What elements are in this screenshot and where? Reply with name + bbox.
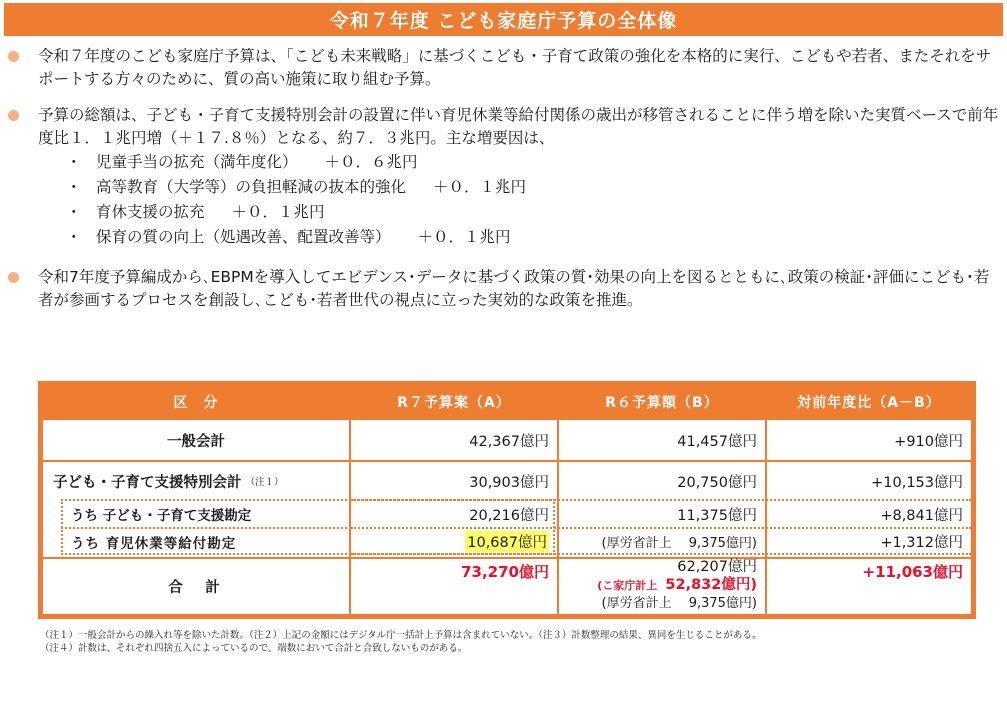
row-label-general: 一般会計 (43, 420, 349, 460)
budget-table-grid (43, 386, 971, 614)
bullet-text: 予算の総額は、子ども・子育て支援特別会計の設置に伴い育児休業等給付関係の歳出が移管されることに伴う増を除いた実質ベースで前年度比１．１兆円増（＋１７.８％）となる、約７．３兆円。主な増要因は、 (38, 106, 999, 147)
page-title: 令和７年度 こども家庭庁予算の全体像 (4, 3, 1003, 36)
factor-label: 保育の質の向上（処遇改善、配置改善等） (96, 228, 391, 246)
cell-sub1-r6: 11,375億円 (677, 507, 757, 524)
row-label-total: 合 計 (43, 559, 349, 614)
cell-general-r7: 42,367億円 (351, 420, 557, 460)
footnotes (40, 629, 761, 655)
total-r7-value: 73,270億円 (461, 563, 549, 581)
special-account-name: 子ども・子育て支援特別会計 (53, 474, 242, 491)
special-account-note: （注１） (245, 477, 284, 488)
cell-special-diff: +10,153億円 (871, 474, 963, 491)
bullet-text: 令和7年度予算編成から､EBPMを導入してエビデンス･データに基づく政策の質･効果の向上を図るとともに､政策の検証･評価にこども･若者が参画するプロセスを創設し､こども･若者世代の視点に立った実効的な政策を推進｡ (38, 268, 990, 309)
cell-sub1-r7: 20,216億円 (469, 507, 549, 524)
factor-value: ＋０．６兆円 (324, 153, 418, 171)
row-label-special (53, 468, 284, 494)
list-item (38, 175, 1003, 200)
total-r6-cfa-value: 52,832億円) (665, 577, 757, 593)
cell-sub1-diff: +8,841億円 (880, 507, 963, 524)
list-marker: ・ (66, 228, 82, 246)
total-r6-cfa-label: (こ家庁計上 (597, 579, 658, 592)
cell-special-r6: 20,750億円 (677, 474, 757, 491)
cell-sub2-r6: (厚労省計上 9,375億円) (601, 536, 757, 551)
bullet-text-wrapper (38, 104, 1003, 250)
bullet-dot-icon (8, 110, 19, 121)
cell-general-r6: 41,457億円 (559, 420, 765, 460)
total-r6-mhlw: (厚労省計上 9,375億円) (601, 596, 757, 611)
factor-value: ＋０．１兆円 (231, 203, 325, 221)
list-marker: ・ (66, 153, 82, 171)
total-r6-cfa (559, 576, 765, 595)
table-header-r6: R６予算額（B） (559, 386, 765, 418)
list-marker: ・ (66, 203, 82, 221)
list-item (38, 150, 1003, 175)
cell-total-diff (767, 559, 971, 614)
factor-label: 高等教育（大学等）の負担軽減の抜本的強化 (96, 178, 407, 196)
footnote-line: （注１）一般会計からの繰入れ等を除いた計数。（注２）上記の金額にはデジタル庁一括計上予算は含まれていない。（注３）計数整理の結果、異同を生じることがある。 (40, 630, 762, 641)
bullet-text: 令和７年度のこども家庭庁予算は、「こども未来戦略」に基づくこども・子育て政策の強化を本格的に実行、こどもや若者、またそれをサポートする方々のために、質の高い施策に取り組む予算。 (38, 47, 992, 88)
factor-value: ＋０．１兆円 (432, 178, 526, 196)
factor-label: 児童手当の拡充（満年度化） (96, 153, 298, 171)
footnote-line: （注４）計数は、それぞれ四捨五入によっているので、端数において合計と合致しないものがある。 (40, 643, 468, 654)
factor-value: ＋０．１兆円 (417, 228, 511, 246)
table-header-diff: 対前年度比（A－B） (767, 386, 971, 418)
bullet-dot-icon (8, 272, 19, 283)
cell-general-diff: +910億円 (767, 420, 971, 460)
table-header-category: 区 分 (43, 386, 349, 418)
increase-factor-list (38, 150, 1003, 250)
cell-special-r7: 30,903億円 (469, 474, 549, 491)
cell-total-r6 (559, 559, 765, 614)
total-diff-value: +11,063億円 (862, 563, 963, 581)
list-item (38, 225, 1003, 250)
list-marker: ・ (66, 178, 82, 196)
highlighted-value: 10,687億円 (465, 531, 549, 552)
budget-table (38, 381, 976, 619)
factor-label: 育休支援の拡充 (96, 203, 205, 221)
cell-sub2-r7 (351, 529, 557, 554)
table-header-r7: R７予算案（A） (351, 386, 557, 418)
bullet-dot-icon (8, 51, 19, 62)
cell-total-r7 (351, 559, 557, 614)
list-item (38, 200, 1003, 225)
row-label-sub-child-support: うち 子ども・子育て支援勘定 (71, 508, 252, 524)
row-label-sub-childcare-leave: うち 育児休業等給付勘定 (71, 535, 237, 552)
total-r6-value: 62,207億円 (677, 559, 757, 575)
cell-sub2-diff: +1,312億円 (880, 535, 963, 551)
